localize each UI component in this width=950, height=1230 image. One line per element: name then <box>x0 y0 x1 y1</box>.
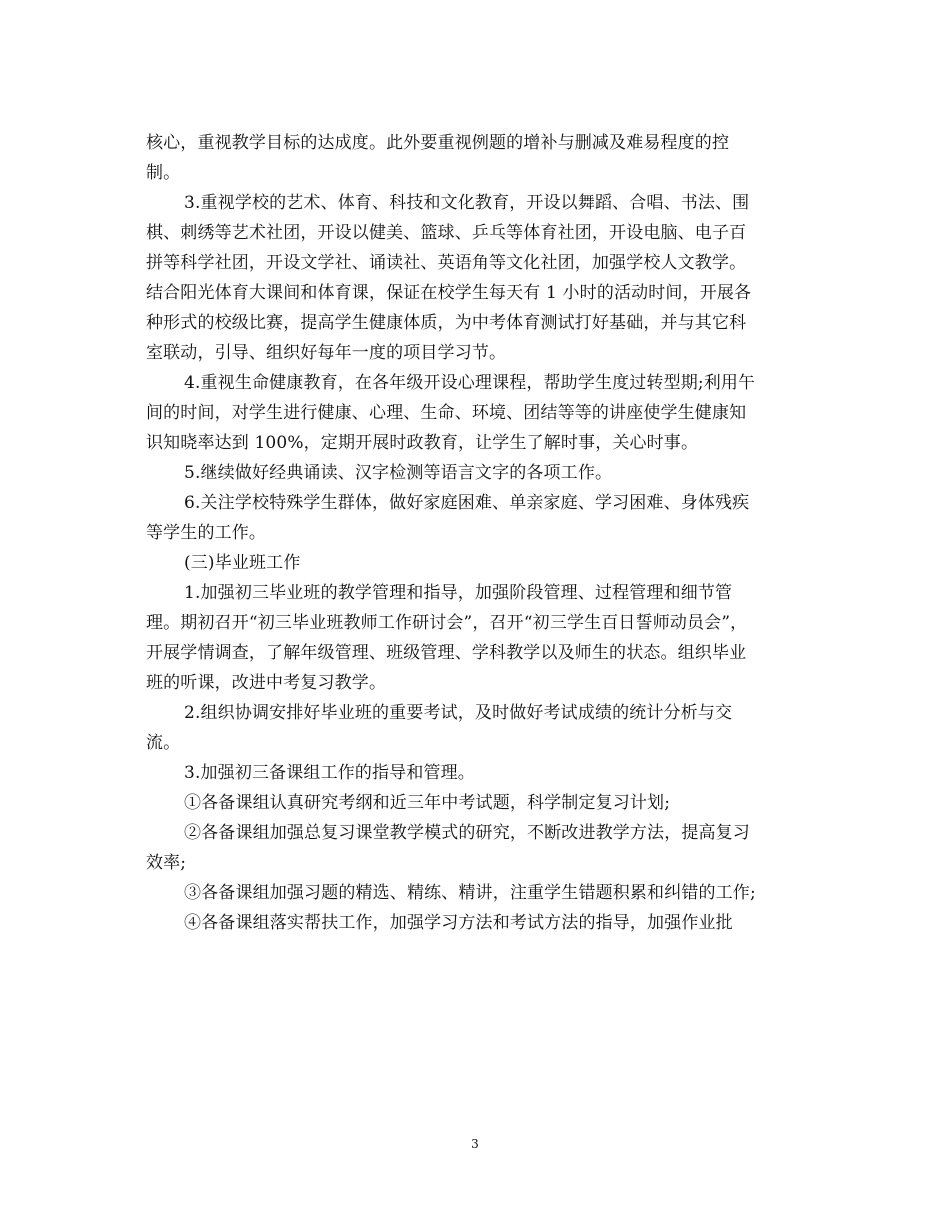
paragraph-graduating-management <box>146 578 796 698</box>
text-line: (三)毕业班工作 <box>184 553 301 573</box>
list-item-2 <box>146 818 796 878</box>
list-item-1 <box>146 788 796 818</box>
text-line: ③各备课组加强习题的精选、精练、精讲，注重学生错题积累和纠错的工作; <box>184 883 756 903</box>
section-heading-graduating-class <box>146 548 796 578</box>
document-body <box>146 128 796 938</box>
text-line: 种形式的校级比赛，提高学生健康体质，为中考体育测试打好基础，并与其它科 <box>146 313 747 333</box>
page-number: 3 <box>471 1137 479 1151</box>
paragraph-arts-education <box>146 188 796 368</box>
text-line: 3.重视学校的艺术、体育、科技和文化教育，开设以舞蹈、合唱、书法、围 <box>184 193 750 213</box>
paragraph-health-education <box>146 368 796 458</box>
text-line: 核心，重视教学目标的达成度。此外要重视例题的增补与删减及难易程度的控 <box>146 133 730 153</box>
list-item-3 <box>146 878 796 908</box>
text-line: ④各备课组落实帮扶工作，加强学习方法和考试方法的指导，加强作业批 <box>184 913 733 933</box>
text-line: 间的时间，对学生进行健康、心理、生命、环境、团结等等的讲座使学生健康知 <box>146 403 747 423</box>
paragraph-continuation <box>146 128 796 188</box>
text-line: 流。 <box>146 733 181 753</box>
text-line: 棋、刺绣等艺术社团，开设以健美、篮球、乒乓等体育社团，开设电脑、电子百 <box>146 223 747 243</box>
text-line: 室联动，引导、组织好每年一度的项目学习节。 <box>146 343 507 363</box>
text-line: 5.继续做好经典诵读、汉字检测等语言文字的各项工作。 <box>184 463 613 483</box>
text-line: ①各备课组认真研究考纲和近三年中考试题，科学制定复习计划; <box>184 793 671 813</box>
text-line: 4.重视生命健康教育，在各年级开设心理课程，帮助学生度过转型期;利用午 <box>184 373 756 393</box>
text-line: 制。 <box>146 163 181 183</box>
text-line: 等学生的工作。 <box>146 523 267 543</box>
text-line: 3.加强初三备课组工作的指导和管理。 <box>184 763 475 783</box>
paragraph-language-work <box>146 458 796 488</box>
text-line: 结合阳光体育大课间和体育课，保证在校学生每天有 1 小时的活动时间，开展各 <box>146 283 752 303</box>
text-line: 效率; <box>146 853 187 873</box>
list-item-4 <box>146 908 796 938</box>
paragraph-lesson-prep <box>146 758 796 788</box>
paragraph-exam-organization <box>146 698 796 758</box>
paragraph-special-students <box>146 488 796 548</box>
text-line: 拼等科学社团，开设文学社、诵读社、英语角等文化社团，加强学校人文教学。 <box>146 253 747 273</box>
text-line: 班的听课，改进中考复习教学。 <box>146 673 387 693</box>
text-line: ②各备课组加强总复习课堂教学模式的研究，不断改进教学方法，提高复习 <box>184 823 750 843</box>
text-line: 6.关注学校特殊学生群体，做好家庭困难、单亲家庭、学习困难、身体残疾 <box>184 493 750 513</box>
text-line: 理。期初召开“初三毕业班教师工作研讨会”，召开“初三学生百日誓师动员会”， <box>146 613 748 633</box>
text-line: 开展学情调查，了解年级管理、班级管理、学科教学以及师生的状态。组织毕业 <box>146 643 747 663</box>
text-line: 识知晓率达到 100%，定期开展时政教育，让学生了解时事，关心时事。 <box>146 433 699 453</box>
text-line: 1.加强初三毕业班的教学管理和指导，加强阶段管理、过程管理和细节管 <box>184 583 733 603</box>
text-line: 2.组织协调安排好毕业班的重要考试，及时做好考试成绩的统计分析与交 <box>184 703 733 723</box>
